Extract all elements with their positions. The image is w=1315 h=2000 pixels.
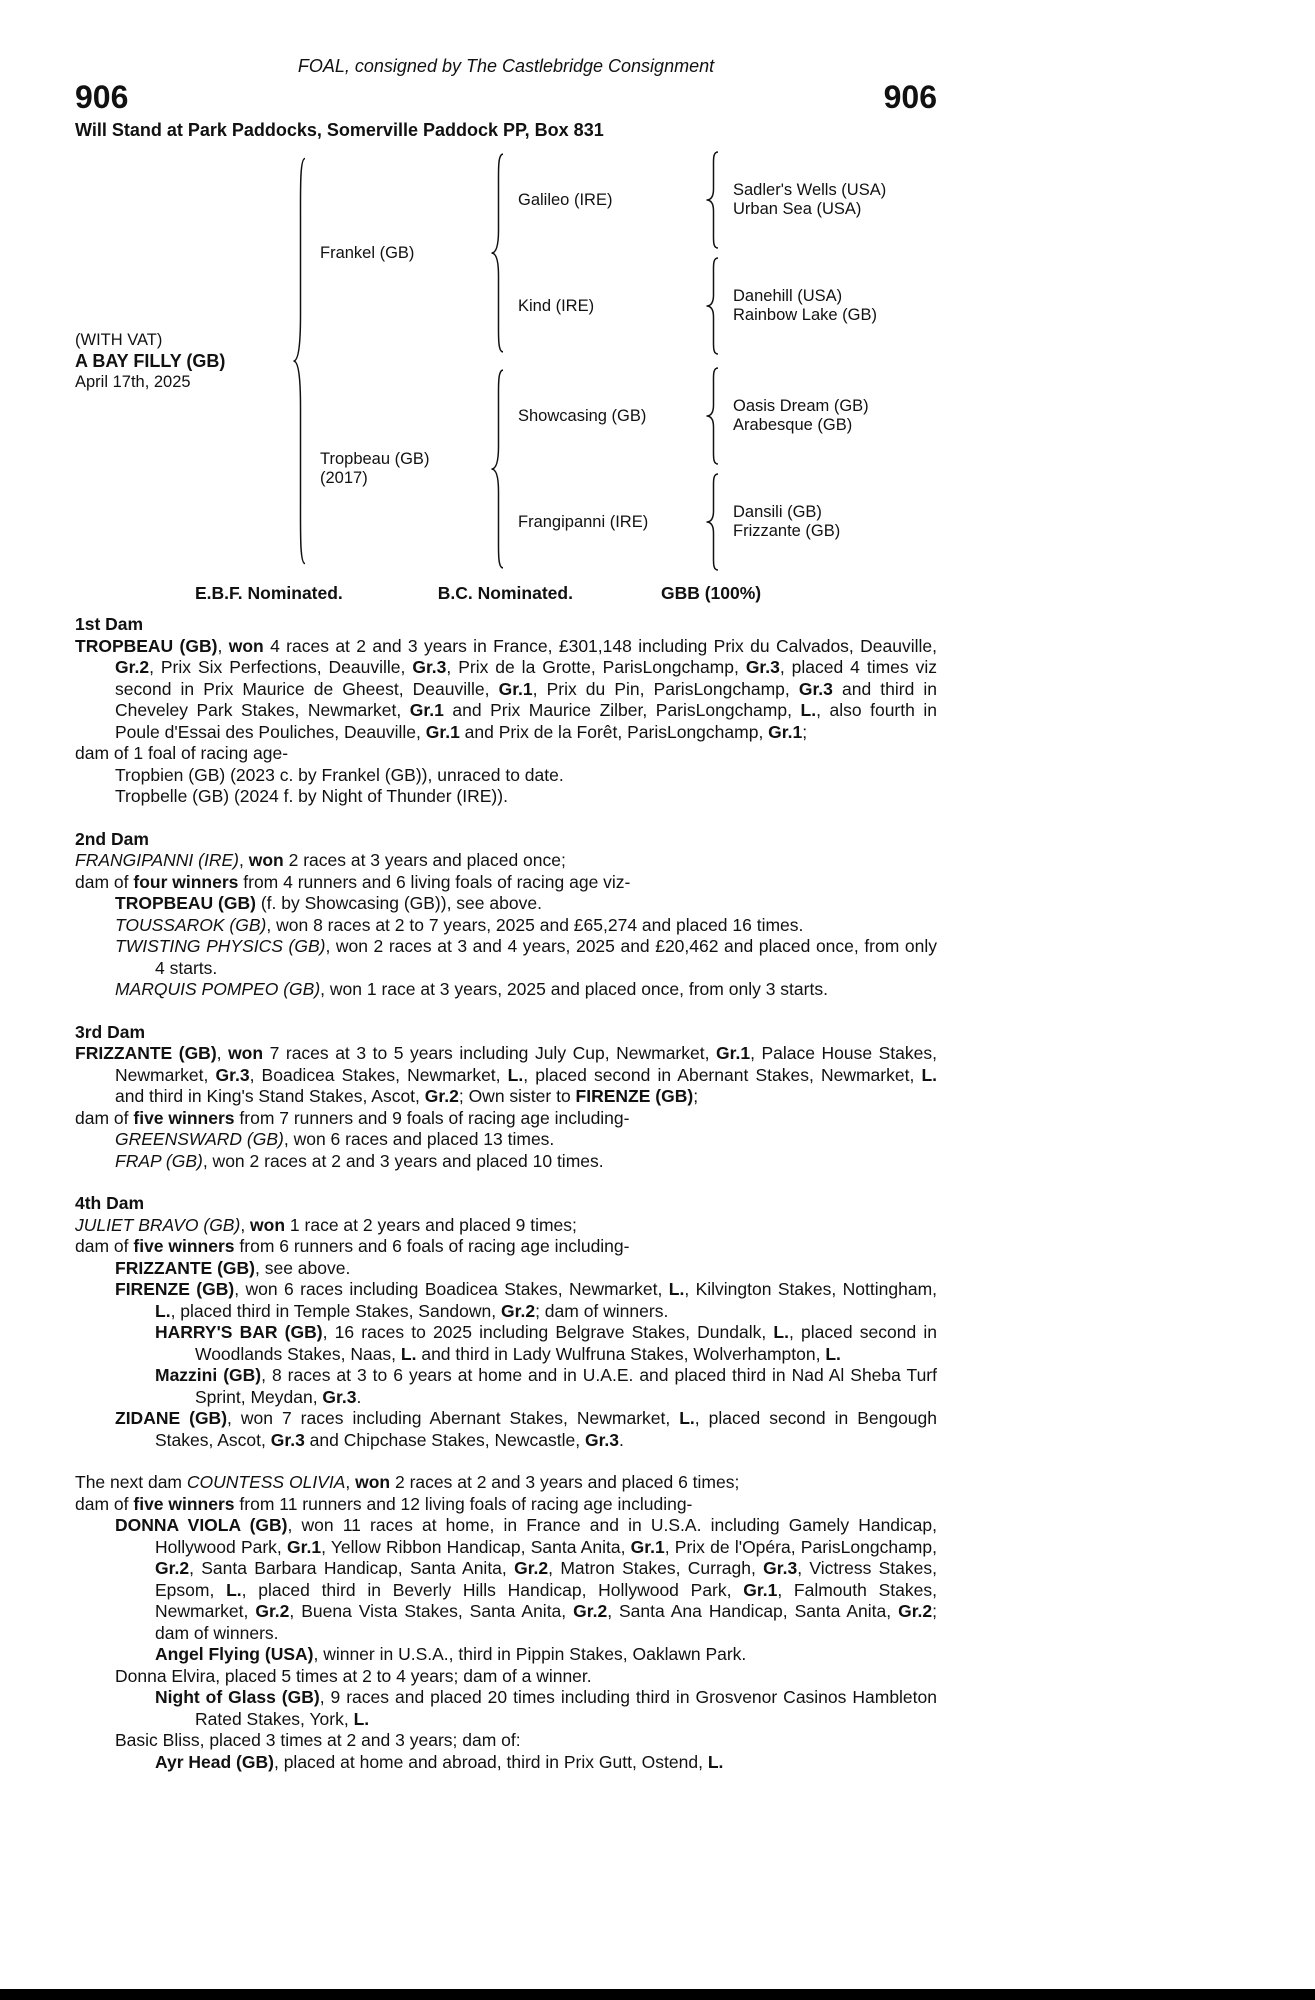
pedigree-name: Frangipanni (IRE) [518,512,649,531]
dam-name: Tropbeau (GB) [320,450,430,468]
pedigree-grandparent [518,256,933,356]
pedigree-paragraph: TROPBEAU (GB), won 4 races at 2 and 3 years in France, £301,148 including Prix du Calvados, Deauville, Gr.2, Prix Six Perfections, Deauville, Gr.3, Prix de la Grotte, ParisLongchamp, Gr.3, placed 4 times viz second in Prix Maurice de Gheest, Deauville, Gr.1, Prix du Pin, ParisLongchamp, Gr.3 and third in Cheveley Park Stakes, Newmarket, Gr.1 and Prix Maurice Zilber, ParisLongchamp, L., also fourth in Poule d'Essai des Pouliches, Deauville, Gr.1 and Prix de la Forêt, ParisLongchamp, Gr.1; [75,635,938,742]
pedigree-name: Oasis Dream (GB) [733,397,869,415]
pedigree-brace-icon [488,150,508,356]
foal-name: A BAY FILLY (GB) [75,350,226,371]
pedigree-text-sections [75,614,937,1773]
consignment-title: FOAL, consigned by The Castlebridge Consignment [297,56,715,76]
dam-section [75,829,937,1001]
pedigree-paragraph: JULIET BRAVO (GB), won 1 race at 2 years and placed 9 times; [75,1214,577,1235]
pedigree-grandparent-column [518,150,933,356]
pedigree-brace-icon [703,472,723,572]
pedigree-grandparent [518,472,933,572]
pedigree-paragraph: dam of 1 foal of racing age- [75,743,289,763]
pedigree-name: Showcasing (GB) [518,406,647,425]
lot-number-row [75,79,937,117]
pedigree-name: Arabesque (GB) [733,416,853,434]
pedigree-great-grandparents [733,503,933,541]
pedigree-brace-icon [488,366,508,572]
pedigree-name: Galileo (IRE) [518,190,613,209]
pedigree-paragraph: GREENSWARD (GB), won 6 races and placed 13 times. [115,1129,555,1149]
pedigree-paragraph: dam of five winners from 11 runners and 12 living foals of racing age including- [75,1493,693,1514]
section-heading: 4th Dam [75,1193,145,1213]
dam-section [75,1022,937,1173]
pedigree-brace-icon [703,256,723,356]
pedigree-sire [320,150,933,356]
pedigree-paragraph: TWISTING PHYSICS (GB), won 2 races at 3 and 4 years, 2025 and £20,462 and placed once, from only 4 starts. [115,936,937,978]
pedigree-paragraph: HARRY'S BAR (GB), 16 races to 2025 including Belgrave Stakes, Dundalk, L., placed second in Woodlands Stakes, Naas, L. and third in Lady Wulfruna Stakes, Wolverhampton, L. [155,1322,938,1364]
pedigree-paragraph: ZIDANE (GB), won 7 races including Abernant Stakes, Newmarket, L., placed second in Bengough Stakes, Ascot, Gr.3 and Chipchase Stakes, Newcastle, Gr.3. [115,1408,938,1450]
gbb-label: GBB (100%) [660,583,762,603]
pedigree-great-grandparents [733,397,933,435]
pedigree-brace-icon [290,150,310,572]
pedigree-name: Danehill (USA) [733,287,843,305]
foal-details-block [75,329,290,394]
pedigree-paragraph: FIRENZE (GB), won 6 races including Boadicea Stakes, Newmarket, L., Kilvington Stakes, Nottingham, L., placed third in Temple Stakes, Sandown, Gr.2; dam of winners. [115,1279,938,1321]
section-heading: 3rd Dam [75,1021,146,1042]
bc-nominated-label: B.C. Nominated. [437,583,573,603]
pedigree-paragraph: MARQUIS POMPEO (GB), won 1 race at 3 years, 2025 and placed once, from only 3 starts. [115,979,828,999]
foal-date: April 17th, 2025 [75,372,191,391]
pedigree-paragraph: Tropbelle (GB) (2024 f. by Night of Thunder (IRE)). [115,786,508,806]
pedigree-name: Kind (IRE) [518,296,595,315]
pedigree-paragraph: FRAP (GB), won 2 races at 2 and 3 years and placed 10 times. [115,1150,604,1171]
section-heading: 2nd Dam [75,828,149,849]
pedigree-name: Dansili (GB) [733,503,822,521]
dam-section [75,1193,937,1451]
pedigree-great-grandparents [733,287,933,325]
pedigree-name: Frizzante (GB) [733,522,841,540]
pedigree-paragraph: dam of five winners from 6 runners and 6 foals of racing age including- [75,1236,630,1256]
section-heading: 1st Dam [75,614,144,634]
pedigree-name: Sadler's Wells (USA) [733,181,887,199]
pedigree-paragraph: Basic Bliss, placed 3 times at 2 and 3 years; dam of: [115,1730,521,1750]
pedigree-name: Rainbow Lake (GB) [733,306,877,324]
dam-year: (2017) [320,469,368,487]
lot-number-right: 906 [883,79,937,115]
catalogue-page-content [75,56,937,1773]
pedigree-brace-icon [703,150,723,250]
pedigree-paragraph: Mazzini (GB), 8 races at 3 to 6 years at home and in U.A.E. and placed third in Nad Al Sheba Turf Sprint, Meydan, Gr.3. [155,1365,937,1407]
pedigree-paragraph: DONNA VIOLA (GB), won 11 races at home, in France and in U.S.A. including Gamely Handicap, Hollywood Park, Gr.1, Yellow Ribbon Handicap, Santa Anita, Gr.1, Prix de l'Opéra, ParisLongchamp, Gr.2, Santa Barbara Handicap, Santa Anita, Gr.2, Matron Stakes, Curragh, Gr.3, Victress Stakes, Epsom, L., placed third in Beverly Hills Handicap, Hollywood Park, Gr.1, Falmouth Stakes, Newmarket, Gr.2, Buena Vista Stakes, Santa Anita, Gr.2, Santa Ana Handicap, Santa Anita, Gr.2; dam of winners. [115,1515,938,1643]
stand-location-line: Will Stand at Park Paddocks, Somerville Paddock PP, Box 831 [75,120,604,140]
pedigree-paragraph: dam of four winners from 4 runners and 6 living foals of racing age viz- [75,871,631,892]
pedigree-tree [75,150,937,572]
sire-name: Frankel (GB) [320,243,415,262]
pedigree-grandparent [518,150,933,250]
pedigree-paragraph: Tropbien (GB) (2023 c. by Frankel (GB)), unraced to date. [115,764,564,785]
pedigree-paragraph: Night of Glass (GB), 9 races and placed 20 times including third in Grosvenor Casinos Hambleton Rated Stakes, York, L. [155,1687,937,1729]
page-bottom-rule [0,1989,1315,2000]
pedigree-parent-column [320,150,933,572]
vat-note: (WITH VAT) [75,330,163,349]
pedigree-paragraph: Donna Elvira, placed 5 times at 2 to 4 years; dam of a winner. [115,1665,592,1686]
dam-section [75,614,937,808]
pedigree-paragraph: FRANGIPANNI (IRE), won 2 races at 3 years and placed once; [75,850,566,870]
pedigree-dam [320,366,933,572]
pedigree-brace-icon [703,366,723,466]
pedigree-grandparent [518,366,933,466]
pedigree-name: Urban Sea (USA) [733,200,862,218]
pedigree-paragraph: The next dam COUNTESS OLIVIA, won 2 races at 2 and 3 years and placed 6 times; [75,1472,740,1492]
pedigree-paragraph: FRIZZANTE (GB), won 7 races at 3 to 5 years including July Cup, Newmarket, Gr.1, Palace House Stakes, Newmarket, Gr.3, Boadicea Stakes, Newmarket, L., placed second in Abernant Stakes, Newmarket, L. and third in King's Stand Stakes, Ascot, Gr.2; Own sister to FIRENZE (GB); [75,1043,938,1106]
dam-section [75,1472,937,1773]
pedigree-paragraph: TROPBEAU (GB) (f. by Showcasing (GB)), see above. [115,893,542,913]
pedigree-name [320,450,488,488]
ebf-nominated-label: E.B.F. Nominated. [195,583,343,603]
pedigree-name [320,244,488,263]
pedigree-paragraph: FRIZZANTE (GB), see above. [115,1257,351,1278]
nominations-row [75,582,937,604]
pedigree-grandparent-column [518,366,933,572]
pedigree-great-grandparents [733,181,933,219]
lot-number-left: 906 [75,79,129,115]
pedigree-paragraph: Ayr Head (GB), placed at home and abroad, third in Prix Gutt, Ostend, L. [155,1751,724,1772]
pedigree-paragraph: TOUSSAROK (GB), won 8 races at 2 to 7 years, 2025 and £65,274 and placed 16 times. [115,914,804,935]
pedigree-paragraph: Angel Flying (USA), winner in U.S.A., third in Pippin Stakes, Oaklawn Park. [155,1644,747,1664]
pedigree-paragraph: dam of five winners from 7 runners and 9 foals of racing age including- [75,1107,630,1128]
